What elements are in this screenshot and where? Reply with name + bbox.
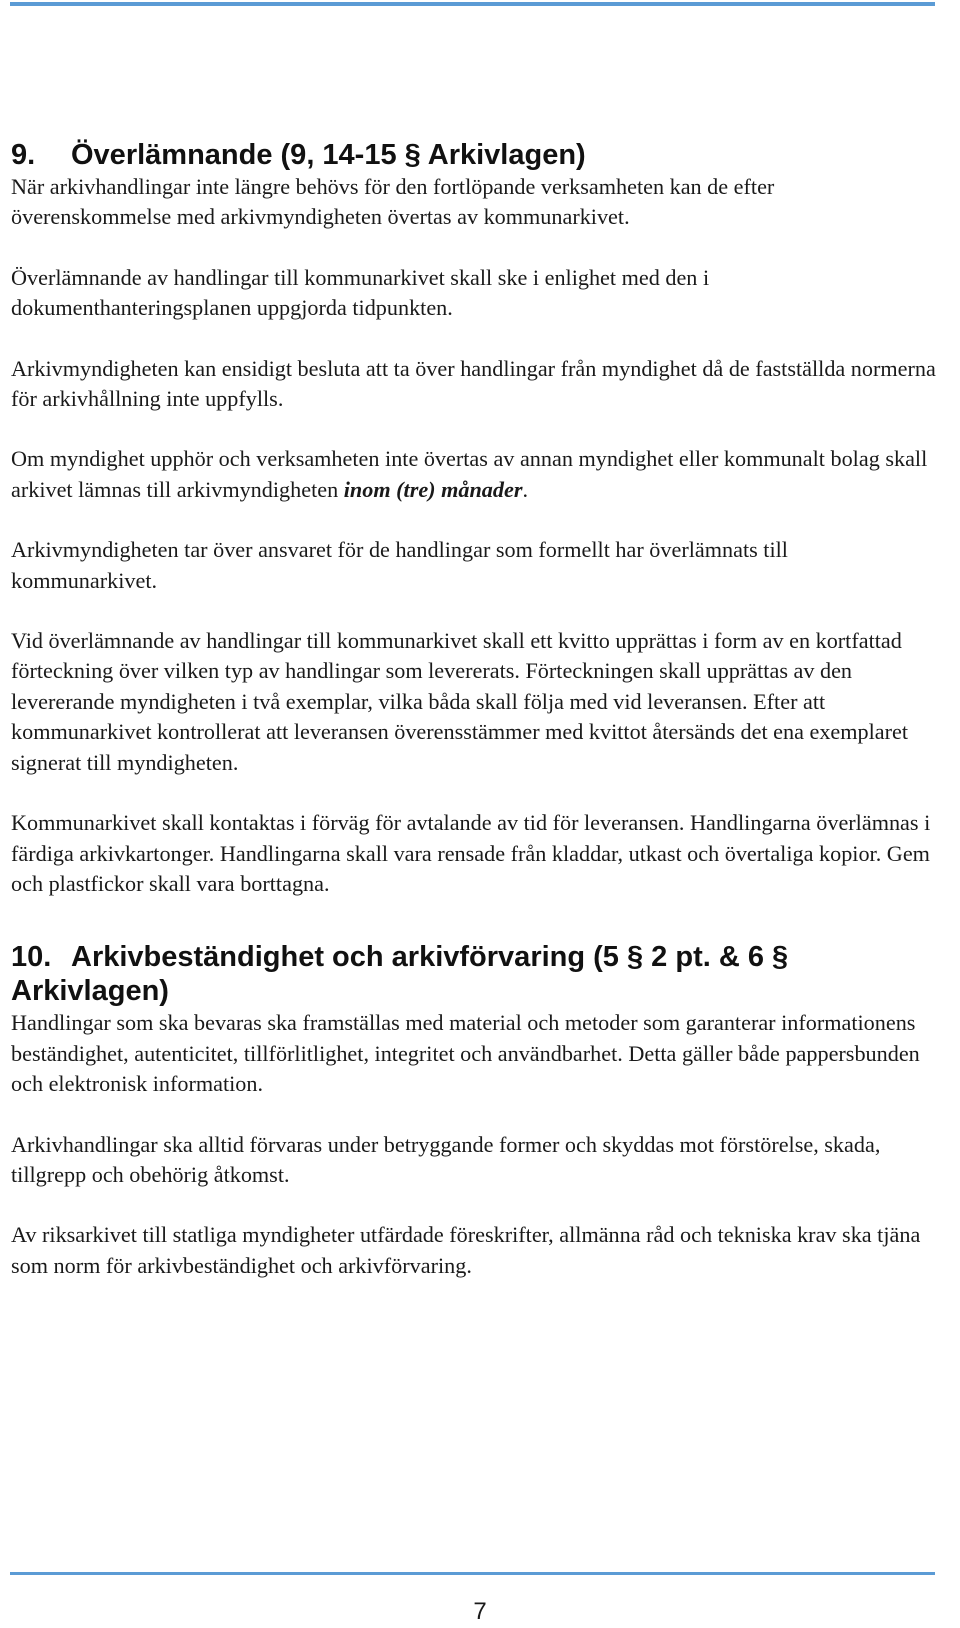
paragraph: Arkivmyndigheten tar över ansvaret för de handlingar som formellt har överlämnats till kommunarkivet.	[11, 537, 788, 593]
paragraph: Arkivhandlingar ska alltid förvaras under betryggande former och skyddas mot förstörelse, skada, tillgrepp och obehörig åtkomst.	[11, 1131, 881, 1187]
paragraph: Överlämnande av handlingar till kommunarkivet skall ske i enlighet med den i dokumenthanteringsplanen uppgjorda tidpunkten.	[11, 264, 710, 321]
emphasis-deadline: inom (tre) månader	[343, 476, 523, 502]
paragraph	[11, 444, 936, 505]
document-body	[11, 138, 936, 1281]
page-number: 7	[473, 1598, 487, 1625]
section-9	[11, 138, 936, 899]
paragraph: Av riksarkivet till statliga myndigheter utfärdade föreskrifter, allmänna råd och tekniska krav ska tjäna som norm för arkivbeständighet och arkivförvaring.	[11, 1222, 921, 1278]
section-9-number: 9.	[11, 139, 36, 171]
paragraph: Vid överlämnande av handlingar till kommunarkivet skall ett kvitto upprättas i form av en kortfattad förteckning över vilken typ av handlingar som levererats. Förteckningen skall upprättas av den levererande myndigheten i två exemplar, vilka båda skall följa med vid leveransen. Efter att kommunarkivet kontrollerat att leveransen överensstämmer med kvittot återsänds det ena exemplaret signerat till myndigheten.	[11, 628, 909, 775]
section-10-heading	[11, 940, 936, 1008]
footer-rule	[10, 1572, 935, 1575]
header-rule	[10, 2, 935, 6]
paragraph: Kommunarkivet skall kontaktas i förväg för avtalande av tid för leveransen. Handlingarna överlämnas i färdiga arkivkartonger. Handlingarna skall vara rensade från kladdar, utkast och övertaliga kopior. Gem och plastfickor skall vara borttagna.	[11, 810, 931, 896]
paragraph-end: .	[522, 476, 529, 502]
paragraph: Handlingar som ska bevaras ska framställas med material och metoder som garanterar informationens beständighet, autenticitet, tillförlitlighet, integritet och användbarhet. Detta gäller både pappersbunden och elektronisk information.	[11, 1010, 920, 1097]
section-9-title: Överlämnande (9, 14-15 § Arkivlagen)	[71, 139, 586, 171]
paragraph-text: Om myndighet upphör och verksamheten inte övertas av annan myndighet eller kommunalt bolag skall arkivet lämnas till arkivmyndigheten	[11, 446, 928, 502]
section-10-number: 10.	[11, 941, 52, 974]
paragraph: Arkivmyndigheten kan ensidigt besluta att ta över handlingar från myndighet då de fastställda normerna för arkivhållning inte uppfylls.	[11, 355, 936, 412]
paragraph: När arkivhandlingar inte längre behövs för den fortlöpande verksamheten kan de efter överenskommelse med arkivmyndigheten övertas av kommunarkivet.	[11, 174, 775, 230]
section-10	[11, 940, 936, 1281]
section-9-heading	[11, 138, 936, 172]
section-10-title: Arkivbeständighet och arkivförvaring (5 § 2 pt. & 6 § Arkivlagen)	[11, 941, 789, 1008]
